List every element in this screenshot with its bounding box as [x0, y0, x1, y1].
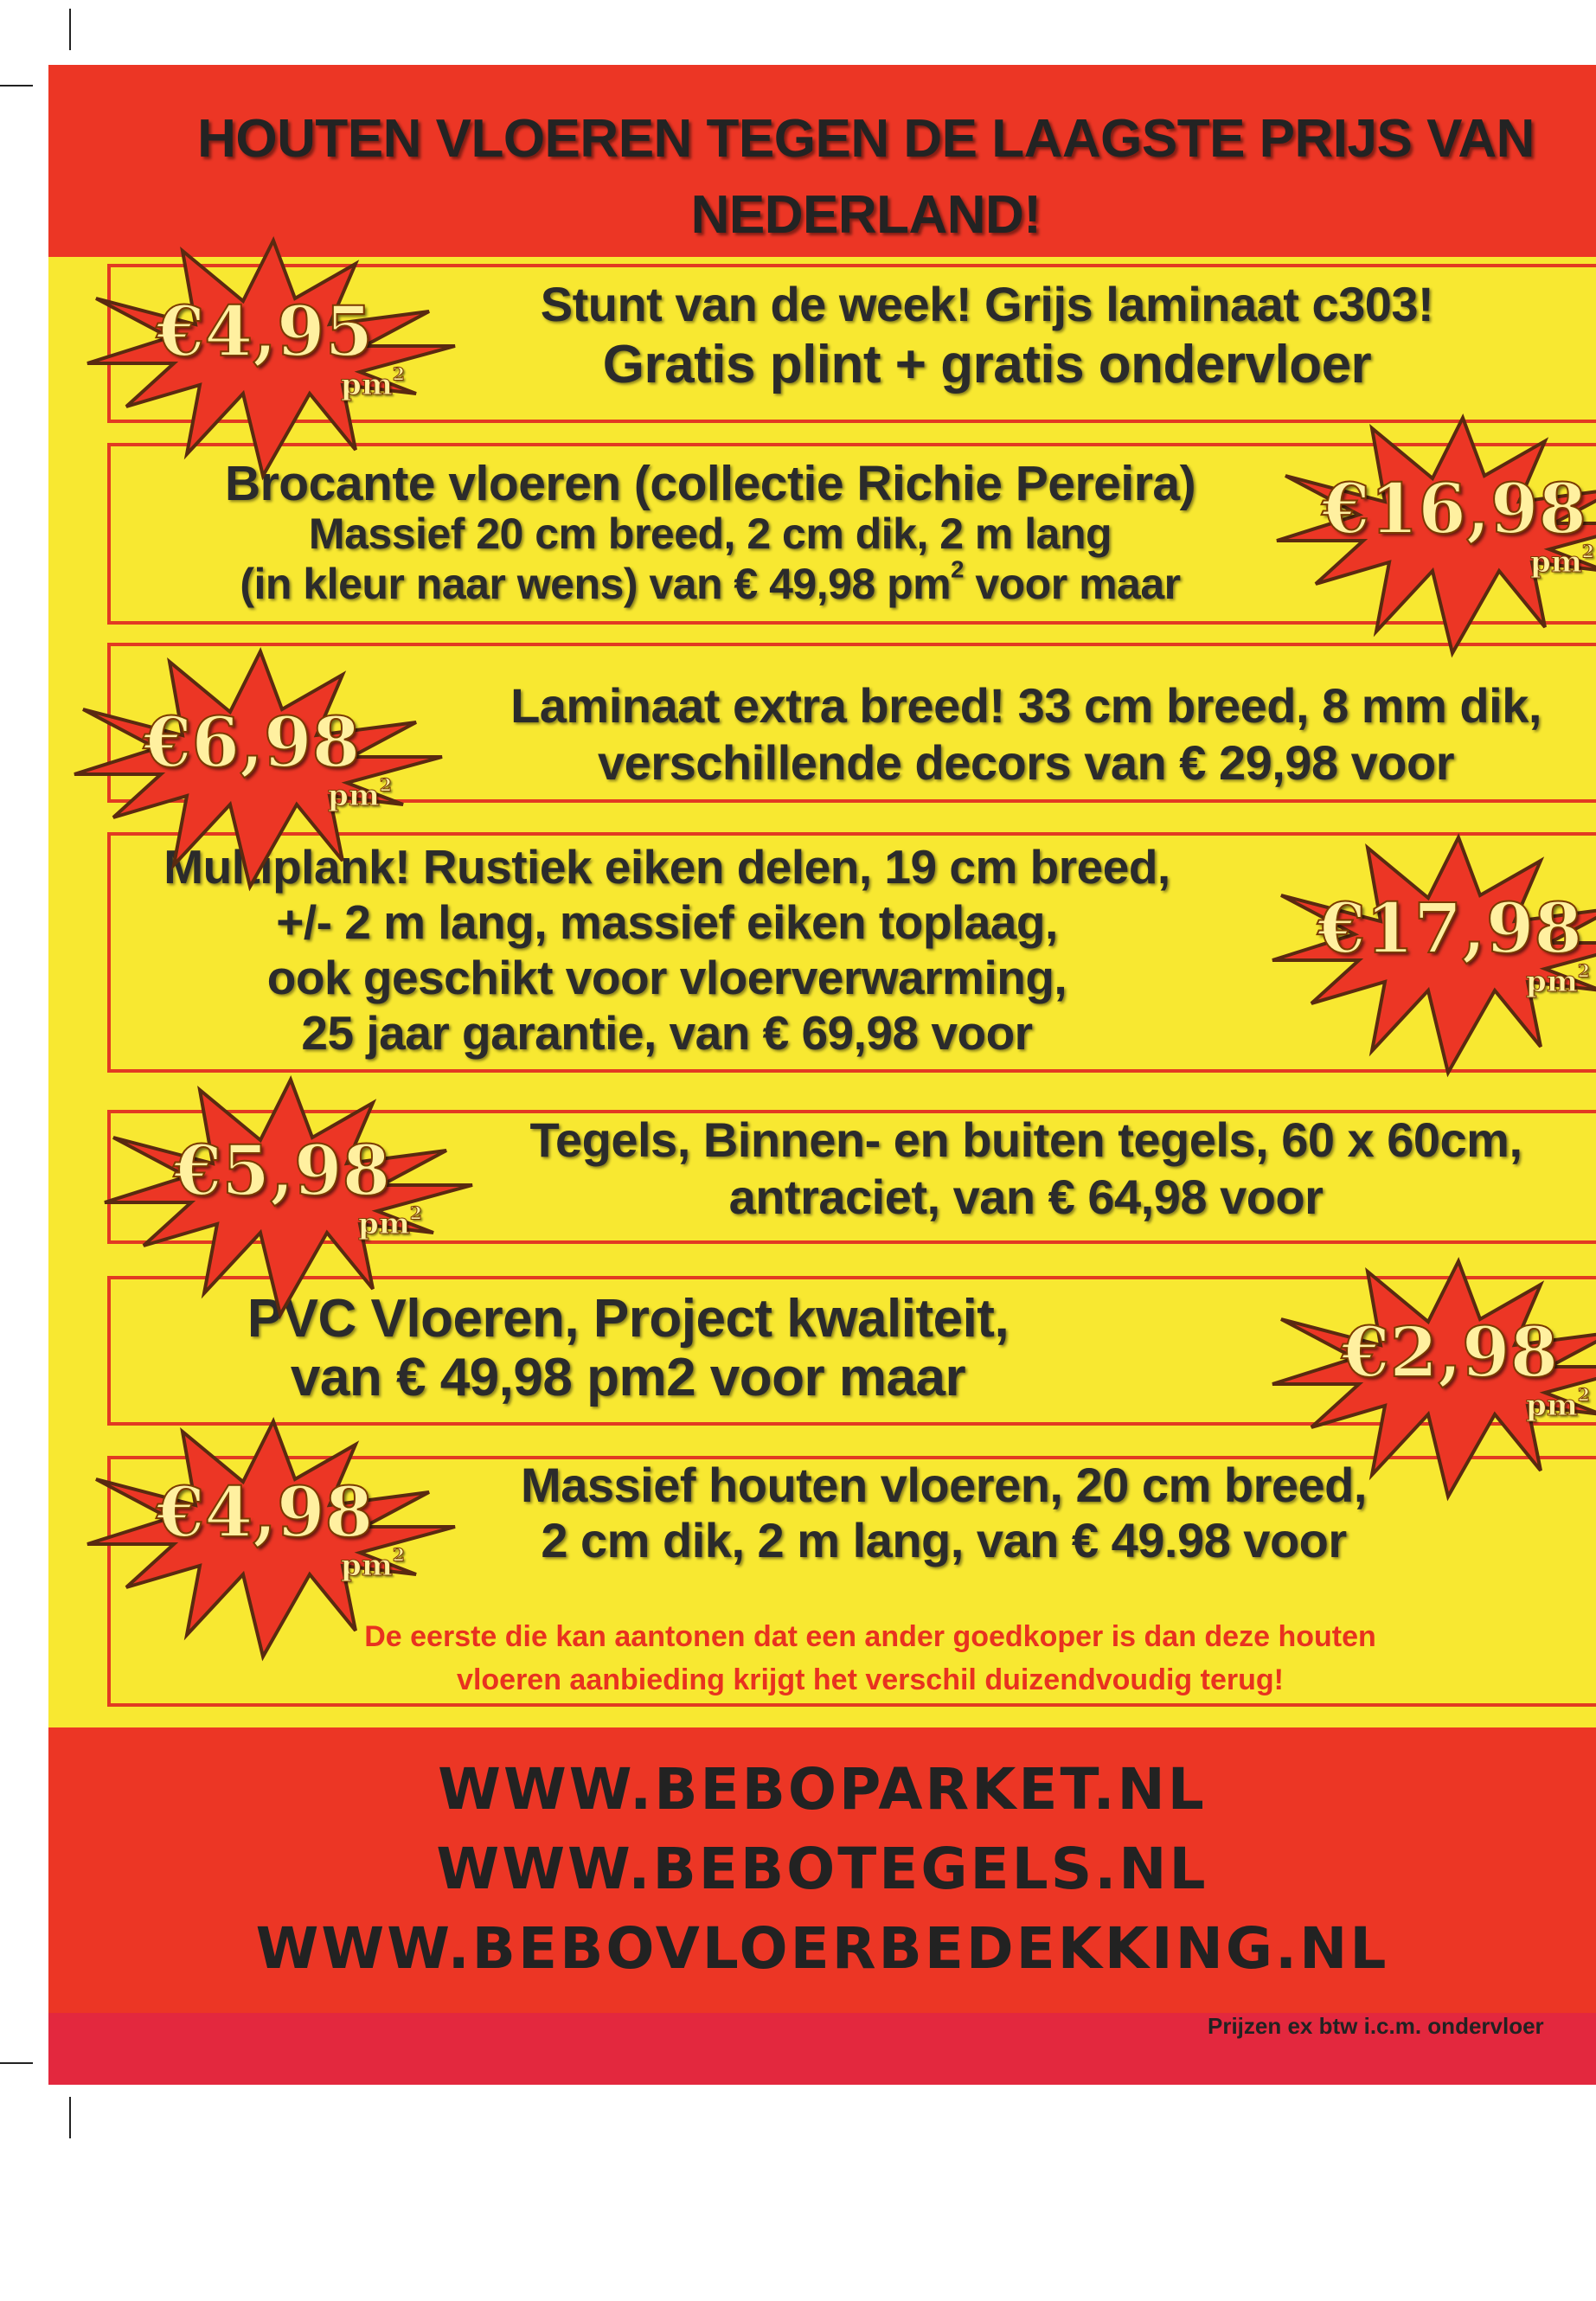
offer-2-text	[178, 458, 1242, 609]
price-badge-4	[1251, 830, 1596, 1073]
headline-line-2: NEDERLAND!	[690, 185, 1042, 245]
offer-2-line-2: Massief 20 cm breed, 2 cm dik, 2 m lang	[308, 510, 1112, 558]
price-badge-2-unit: $pm^2$	[1530, 541, 1594, 580]
price-badge-4-unit: $pm^2$	[1526, 960, 1590, 999]
price-footnote: Prijzen ex btw i.c.m. ondervloer	[1208, 2013, 1544, 2039]
offer-3-text	[455, 677, 1596, 792]
offer-3-line-2: verschillende decors van € 29,98 voor	[597, 735, 1455, 790]
offer-4-line-2: +/- 2 m lang, massief eiken toplaag,	[276, 895, 1058, 949]
website-link-vloerbedekking[interactable]: WWW.BEBOVLOERBEDEKKING.NL	[255, 1915, 1389, 1982]
price-badge-1-unit: $pm^2$	[341, 363, 405, 402]
price-badge-7-unit: $pm^2$	[341, 1544, 405, 1583]
headline-line-1: HOUTEN VLOEREN TEGEN DE LAAGSTE PRIJS VAN	[197, 109, 1535, 169]
price-badge-2-price: €16,98	[1321, 468, 1587, 549]
offer-3-line-1: Laminaat extra breed! 33 cm breed, 8 mm dik,	[510, 678, 1542, 733]
crop-mark-top	[69, 9, 71, 50]
offer-2-line-1: Brocante vloeren (collectie Richie Pereira)	[224, 456, 1196, 511]
price-badge-3-price: €6,98	[143, 702, 361, 783]
offer-4-line-1: Multiplank! Rustiek eiken delen, 19 cm breed,	[163, 840, 1170, 894]
offer-6-line-2: van € 49,98 pm2 voor maar	[290, 1348, 966, 1407]
price-badge-5	[83, 1073, 481, 1315]
offer-7-line-1: Massief houten vloeren, 20 cm breed,	[521, 1458, 1367, 1512]
crop-mark-left-bottom	[0, 2062, 33, 2064]
offer-5-text	[464, 1112, 1588, 1226]
price-badge-1	[66, 234, 464, 476]
price-badge-6	[1251, 1254, 1596, 1497]
price-badge-5-unit: $pm^2$	[358, 1202, 422, 1241]
price-badge-5-price: €5,98	[173, 1130, 391, 1211]
disclaimer-line-1: De eerste die kan aantonen dat een ander goedkoper is dan deze houten	[364, 1620, 1376, 1653]
crop-mark-left-top	[0, 85, 33, 87]
price-badge-4-price: €17,98	[1317, 888, 1583, 969]
price-badge-1-price: €4,95	[156, 291, 374, 372]
price-badge-6-unit: $pm^2$	[1526, 1384, 1590, 1423]
flyer	[48, 65, 1596, 2085]
offer-1-text	[490, 274, 1484, 395]
offer-1-line-2: Gratis plint + gratis ondervloer	[602, 335, 1372, 394]
price-badge-7-price: €4,98	[156, 1471, 374, 1553]
website-link-tegels[interactable]: WWW.BEBOTEGELS.NL	[436, 1836, 1208, 1902]
headline	[48, 101, 1596, 253]
website-list	[48, 1750, 1596, 1989]
offer-4-line-4: 25 jaar garantie, van € 69,98 voor	[301, 1006, 1033, 1060]
offer-7-line-2: 2 cm dik, 2 m lang, van € 49.98 voor	[541, 1513, 1347, 1567]
offer-1-line-1: Stunt van de week! Grijs laminaat c303!	[540, 277, 1434, 331]
offer-4-line-3: ook geschikt voor vloerverwarming,	[266, 951, 1067, 1004]
price-badge-3-unit: $pm^2$	[328, 774, 392, 813]
price-badge-2	[1255, 411, 1596, 653]
price-badge-3	[53, 644, 451, 887]
offer-6-line-1: PVC Vloeren, Project kwaliteit,	[247, 1289, 1010, 1349]
price-badge-6-price: €2,98	[1341, 1311, 1559, 1393]
offer-2-line-3: (in kleur naar wens) van € 49,98 $pm^2$ voor maar	[240, 555, 1181, 608]
offer-5-line-1: Tegels, Binnen- en buiten tegels, 60 x 60cm,	[529, 1112, 1522, 1167]
website-link-parket[interactable]: WWW.BEBOPARKET.NL	[438, 1756, 1207, 1823]
crop-mark-bottom	[69, 2097, 71, 2138]
disclaimer-line-2: vloeren aanbieding krijgt het verschil duizendvoudig terug!	[457, 1663, 1284, 1696]
disclaimer	[308, 1615, 1433, 1702]
offer-5-line-2: antraciet, van € 64,98 voor	[728, 1170, 1324, 1224]
